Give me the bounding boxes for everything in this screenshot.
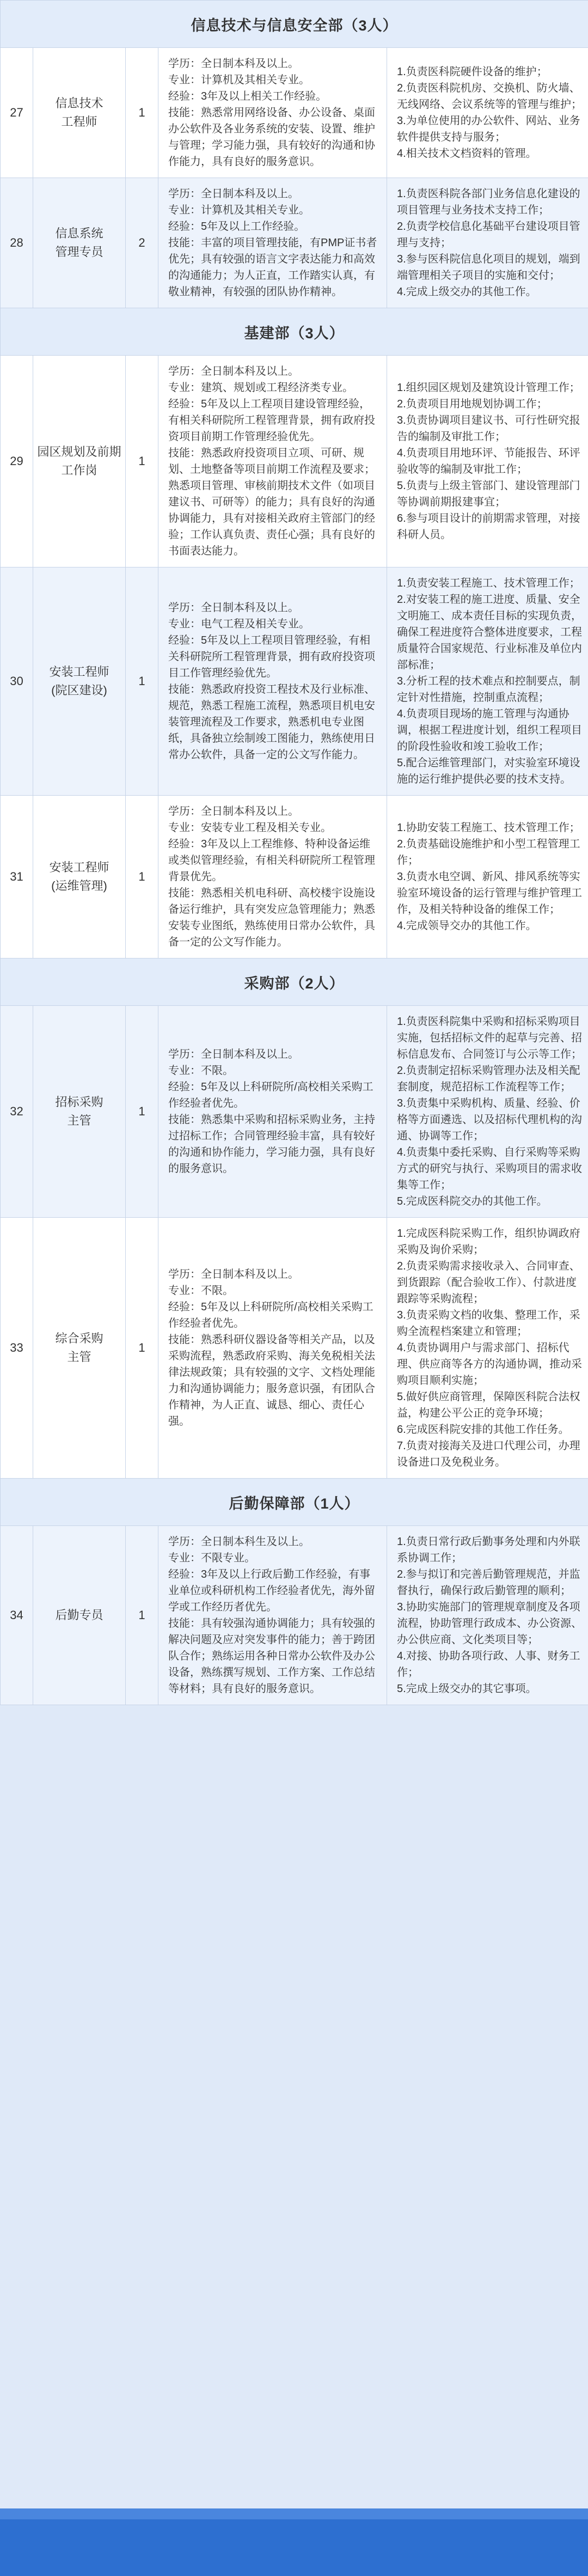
duty-line: 3.负责采购文档的收集、整理工作，采购全流程档案建立和管理； — [397, 1309, 580, 1338]
duty-line: 3.负责集中采购机构、质量、经验、价格等方面遴选、以及招标代理机构的沟通、协调等工作； — [397, 1097, 582, 1142]
requirement-line: 技能：丰富的项目管理技能，有PMP证书者优先；具有较强的语言文字表达能力和高效的沟通能力；为人正直，工作踏实认真，有敬业精神，有较强的团队协作精神。 — [168, 237, 377, 298]
headcount: 1 — [126, 1006, 158, 1218]
department-title: 基建部（3人） — [1, 308, 588, 356]
position-name — [33, 1218, 126, 1479]
position-name — [33, 1526, 126, 1705]
position-line: 管理专员 — [55, 245, 103, 259]
duty-line: 3.为单位使用的办公软件、网站、业务软件提供支持与服务； — [397, 115, 580, 143]
position-line: 园区规划及前期 — [37, 445, 121, 459]
duties-cell — [387, 796, 588, 959]
requirement-line: 经验：5年及以上工程项目管理经验，有相关科研院所工程管理背景，拥有政府投资项目工作管理经验优先。 — [168, 634, 375, 679]
position-line: 信息系统 — [55, 227, 103, 240]
duty-line: 3.负责水电空调、新风、排风系统等实验室环境设备的运行管理与维护管理工作，及相关特种设备的维保工作； — [397, 871, 582, 915]
duty-line: 4.对接、协助各项行政、人事、财务工作； — [397, 1650, 580, 1678]
headcount: 1 — [126, 1526, 158, 1705]
position-line: 综合采购 — [55, 1332, 103, 1345]
position-line: 后勤专员 — [55, 1608, 103, 1622]
duty-line: 1.组织园区规划及建筑设计管理工作； — [397, 382, 580, 394]
position-line: 安装工程师 — [49, 665, 109, 679]
requirement-line: 学历：全日制本科生及以上。 — [168, 1536, 310, 1548]
duty-line: 6.完成医科院安排的其他工作任务。 — [397, 1424, 569, 1436]
requirement-line: 技能：熟悉集中采购和招标采购业务，主持过招标工作；合同管理经验丰富，具有较好的沟通和协作能力，学习能力强，具有良好的服务意识。 — [168, 1114, 375, 1175]
duty-line: 2.负责采购需求接收录入、合同审查、到货跟踪（配合验收工作）、付款进度跟踪等采购流程； — [397, 1260, 580, 1305]
position-name — [33, 1006, 126, 1218]
department-row — [1, 1479, 588, 1526]
requirement-line: 技能：熟悉常用网络设备、办公设备、桌面办公软件及各业务系统的安装、设置、维护与管理；学习能力强，具有较好的沟通和协作能力，具有良好的服务意识。 — [168, 107, 375, 168]
duty-line: 1.完成医科院采购工作，组织协调政府采购及询价采购； — [397, 1228, 580, 1256]
duty-line: 5.完成医科院交办的其他工作。 — [397, 1195, 548, 1207]
table-row — [1, 567, 588, 796]
position-line: 招标采购 — [55, 1095, 103, 1109]
requirement-line: 专业：计算机及其相关专业。 — [168, 74, 310, 86]
requirements-cell — [158, 1218, 387, 1479]
requirement-line: 经验：5年及以上科研院所/高校相关采购工作经验者优先。 — [168, 1081, 373, 1109]
requirement-line: 技能：熟悉相关机电科研、高校楼宇设施设备运行维护，具有突发应急管理能力；熟悉安装专业图纸，熟练使用日常办公软件，具备一定的公文写作能力。 — [168, 887, 375, 948]
position-name — [33, 178, 126, 308]
department-row — [1, 308, 588, 356]
duty-line: 6.参与项目设计的前期需求管理，对接科研人员。 — [397, 512, 580, 541]
position-name — [33, 48, 126, 178]
department-title: 后勤保障部（1人） — [1, 1479, 588, 1526]
duty-line: 2.负责学校信息化基础平台建设项目管理与支持； — [397, 221, 580, 249]
requirement-line: 经验：3年及以上工程维修、特种设备运维或类似管理经验，有相关科研院所工程管理背景优先。 — [168, 838, 375, 883]
footer-band — [0, 2519, 588, 2576]
row-number: 32 — [1, 1006, 33, 1218]
duty-line: 2.负责医科院机房、交换机、防火墙、无线网络、会议系统等的管理与维护； — [397, 82, 582, 111]
table-row — [1, 1006, 588, 1218]
duty-line: 4.相关技术文档资料的管理。 — [397, 148, 537, 160]
headcount: 1 — [126, 567, 158, 796]
duty-line: 7.负责对接海关及进口代理公司，办理设备进口及免税业务。 — [397, 1440, 580, 1468]
duties-cell — [387, 356, 588, 567]
position-name — [33, 356, 126, 567]
duty-line: 1.负责医科院各部门业务信息化建设的项目管理与业务技术支持工作； — [397, 188, 580, 216]
requirement-line: 专业：建筑、规划或工程经济类专业。 — [168, 382, 353, 394]
duties-cell — [387, 1218, 588, 1479]
duty-line: 1.负责医科院硬件设备的维护； — [397, 66, 548, 78]
requirement-line: 技能：熟悉科研仪器设备等相关产品，以及采购流程，熟悉政府采购、海关免税相关法律法规政策；具有较强的文字、文档处理能力和沟通协调能力；服务意识强，有团队合作精神，为人正直、诚恳、细心、责任心强。 — [168, 1334, 375, 1427]
requirement-line: 技能：熟悉政府投资工程技术及行业标准、规范，熟悉工程施工流程，熟悉项目机电安装管理流程及工作要求，熟悉机电专业图纸，具备独立绘制竣工图能力，熟练使用日常办公软件，具备一定的公文写作能力。 — [168, 683, 375, 761]
requirement-line: 专业：不限专业。 — [168, 1552, 255, 1564]
table-body — [1, 1, 588, 1705]
table-row — [1, 356, 588, 567]
duty-line: 5.配合运维管理部门，对实验室环境设施的运行维护提供必要的技术支持。 — [397, 757, 580, 785]
headcount: 1 — [126, 356, 158, 567]
position-line: (院区建设) — [51, 683, 107, 697]
duty-line: 2.负责制定招标采购管理办法及相关配套制度，规范招标工作流程等工作； — [397, 1065, 580, 1093]
duty-line: 4.负责项目用地环评、节能报告、环评验收等的编制及审批工作； — [397, 447, 580, 475]
position-name — [33, 567, 126, 796]
headcount: 2 — [126, 178, 158, 308]
row-number: 31 — [1, 796, 33, 959]
table-row — [1, 48, 588, 178]
duty-line: 2.参与拟订和完善后勤管理规范，并监督执行，确保行政后勤管理的顺利； — [397, 1568, 580, 1597]
requirement-line: 专业：不限。 — [168, 1065, 234, 1077]
row-number: 33 — [1, 1218, 33, 1479]
requirement-line: 专业：计算机及其相关专业。 — [168, 204, 310, 216]
duty-line: 1.负责日常行政后勤事务处理和内外联系协调工作； — [397, 1536, 580, 1564]
footer-stripe — [0, 2508, 588, 2519]
position-line: 主管 — [67, 1114, 91, 1127]
duties-cell — [387, 1006, 588, 1218]
department-row — [1, 959, 588, 1006]
requirement-line: 专业：电气工程及相关专业。 — [168, 618, 310, 630]
requirement-line: 学历：全日制本科及以上。 — [168, 1268, 299, 1280]
requirement-line: 学历：全日制本科及以上。 — [168, 365, 299, 377]
requirement-line: 经验：5年及以上工程项目建设管理经验，有相关科研院所工程管理背景，拥有政府投资项目前期工作管理经验优先。 — [168, 398, 375, 443]
table-row — [1, 1526, 588, 1705]
row-number: 28 — [1, 178, 33, 308]
row-number: 29 — [1, 356, 33, 567]
requirements-cell — [158, 567, 387, 796]
requirement-line: 经验：3年及以上行政后勤工作经验，有事业单位或科研机构工作经验者优先，海外留学或工作经历者优先。 — [168, 1568, 375, 1613]
department-title: 信息技术与信息安全部（3人） — [1, 1, 588, 48]
headcount: 1 — [126, 48, 158, 178]
requirement-line: 学历：全日制本科及以上。 — [168, 1048, 299, 1060]
position-line: 工程师 — [61, 115, 97, 129]
duty-line: 1.负责安装工程施工、技术管理工作； — [397, 577, 580, 589]
duty-line: 3.协助实施部门的管理规章制度及各项流程，协助管理行政成本、办公资源、办公供应商、文化类项目等； — [397, 1601, 582, 1646]
requirements-cell — [158, 1526, 387, 1705]
duty-line: 2.负责项目用地规划协调工作； — [397, 398, 548, 410]
duty-line: 4.负责集中委托采购、自行采购等采购方式的研究与执行、采购项目的需求收集等工作； — [397, 1146, 582, 1191]
duty-line: 1.协助安装工程施工、技术管理工作； — [397, 822, 580, 834]
requirement-line: 技能：具有较强沟通协调能力；具有较强的解决问题及应对突发事件的能力；善于跨团队合作；熟练运用各种日常办公软件及办公设备，熟练撰写规划、工作方案、工作总结等材料；具有良好的服务意识。 — [168, 1617, 375, 1695]
requirement-line: 技能：熟悉政府投资项目立项、可研、规划、土地整备等项目前期工作流程及要求；熟悉项目管理、审核前期技术文件（如项目建议书、可研等）的能力；具有良好的沟通协调能力，具有对接相关政府主管部门的经验；工作认真负责、责任心强；具有良好的书面表达能力。 — [168, 447, 375, 557]
requirements-cell — [158, 1006, 387, 1218]
duty-line: 3.负责协调项目建议书、可行性研究报告的编制及审批工作； — [397, 414, 580, 443]
duty-line: 1.负责医科院集中采购和招标采购项目实施，包括招标文件的起草与完善、招标信息发布、合同签订与公示等工作； — [397, 1016, 582, 1060]
table-row — [1, 178, 588, 308]
requirement-line: 经验：5年及以上科研院所/高校相关采购工作经验者优先。 — [168, 1301, 373, 1329]
requirement-line: 经验：3年及以上相关工作经验。 — [168, 90, 327, 102]
requirement-line: 经验：5年及以上工作经验。 — [168, 221, 305, 233]
row-number: 34 — [1, 1526, 33, 1705]
requirements-cell — [158, 796, 387, 959]
duties-cell — [387, 567, 588, 796]
duty-line: 2.负责基础设施维护和小型工程管理工作； — [397, 838, 580, 866]
table-row — [1, 1218, 588, 1479]
duties-cell — [387, 178, 588, 308]
requirements-cell — [158, 48, 387, 178]
department-row — [1, 1, 588, 48]
duty-line: 3.分析工程的技术难点和控制要点，制定针对性措施，控制重点流程； — [397, 675, 580, 704]
requirement-line: 学历：全日制本科及以上。 — [168, 58, 299, 70]
requirements-cell — [158, 178, 387, 308]
position-line: 安装工程师 — [49, 860, 109, 874]
position-line: (运维管理) — [51, 879, 107, 893]
requirement-line: 学历：全日制本科及以上。 — [168, 188, 299, 200]
requirement-line: 专业：安装专业工程及相关专业。 — [168, 822, 332, 834]
duty-line: 3.参与医科院信息化项目的规划，端到端管理相关子项目的实施和交付； — [397, 253, 580, 282]
requirement-line: 学历：全日制本科及以上。 — [168, 805, 299, 817]
requirements-cell — [158, 356, 387, 567]
department-title: 采购部（2人） — [1, 959, 588, 1006]
duty-line: 5.做好供应商管理，保障医科院合法权益，构建公平公正的竞争环境； — [397, 1391, 580, 1419]
headcount: 1 — [126, 796, 158, 959]
duties-cell — [387, 1526, 588, 1705]
position-line: 工作岗 — [61, 463, 97, 477]
duty-line: 5.完成上级交办的其它事项。 — [397, 1683, 537, 1695]
duties-cell — [387, 48, 588, 178]
row-number: 30 — [1, 567, 33, 796]
headcount: 1 — [126, 1218, 158, 1479]
position-line: 主管 — [67, 1350, 91, 1364]
duty-line: 4.负责项目现场的施工管理与沟通协调，根据工程进度计划，组织工程项目的阶段性验收和竣工验收工作； — [397, 708, 582, 753]
row-number: 27 — [1, 48, 33, 178]
duty-line: 2.对安装工程的施工进度、质量、安全文明施工、成本责任目标的实现负责，确保工程进度符合整体进度要求，工程质量符合国家规范、行业标准及单位内部标准； — [397, 594, 582, 671]
position-name — [33, 796, 126, 959]
position-line: 信息技术 — [55, 96, 103, 110]
duty-line: 5.负责与上级主管部门、建设管理部门等协调前期报建事宜； — [397, 480, 580, 508]
requirement-line: 学历：全日制本科及以上。 — [168, 602, 299, 614]
requirement-line: 专业：不限。 — [168, 1285, 234, 1297]
duty-line: 4.完成上级交办的其他工作。 — [397, 286, 537, 298]
duty-line: 4.负责协调用户与需求部门、招标代理、供应商等各方的沟通协调，推动采购项目顺利实施； — [397, 1342, 582, 1387]
table-row — [1, 796, 588, 959]
duty-line: 4.完成领导交办的其他工作。 — [397, 920, 537, 932]
